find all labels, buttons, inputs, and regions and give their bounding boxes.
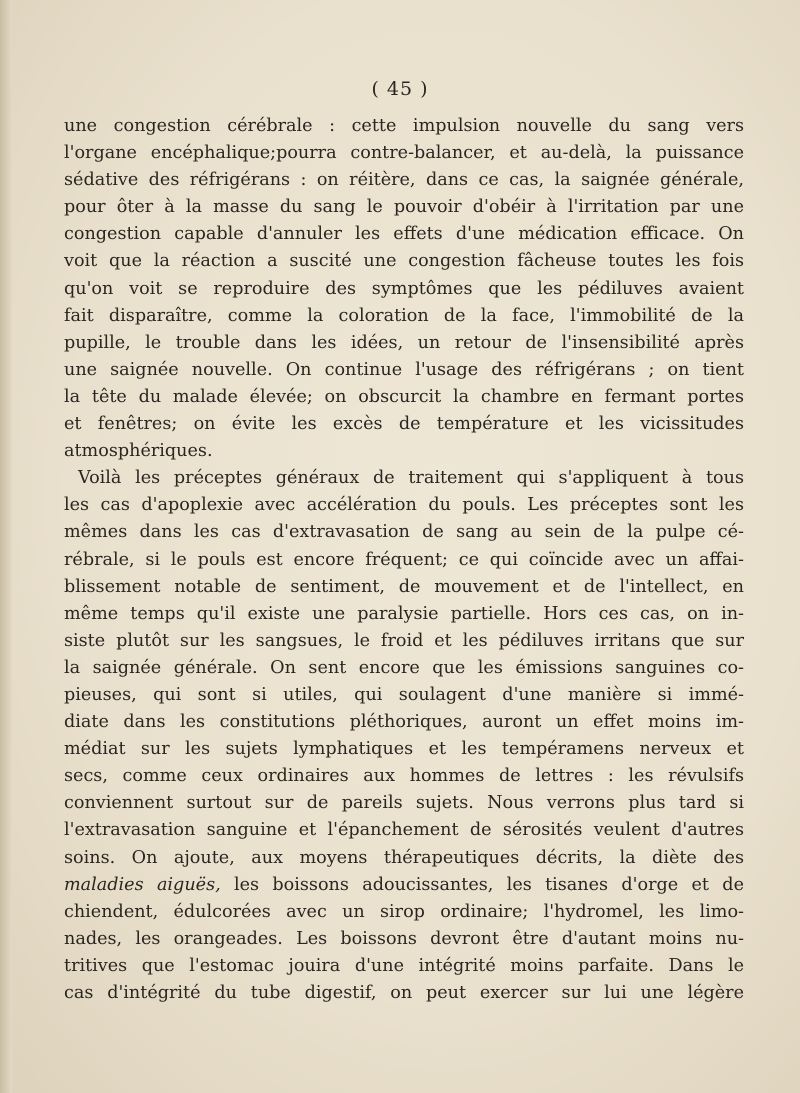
text-line: les cas d'apoplexie avec accélération du pouls. Les préceptes sont les bbox=[64, 495, 744, 516]
italic-phrase: maladies aiguës, bbox=[64, 874, 221, 895]
text-line: médiat sur les sujets lymphatiques et les tempéramens nerveux et bbox=[64, 739, 744, 760]
text-line: secs, comme ceux ordinaires aux hommes de lettres : les révulsifs bbox=[64, 766, 744, 787]
text-line: conviennent surtout sur de pareils sujets. Nous verrons plus tard si bbox=[64, 793, 744, 814]
text-line: la tête du malade élevée; on obscurcit la chambre en fermant portes bbox=[64, 386, 744, 407]
text-line: mêmes dans les cas d'extravasation de sang au sein de la pulpe cé- bbox=[64, 522, 744, 543]
text-line: siste plutôt sur les sangsues, le froid et les pédiluves irritans que sur bbox=[64, 630, 744, 651]
text-line: une saignée nouvelle. On continue l'usage des réfrigérans ; on tient bbox=[64, 359, 744, 380]
text-line: la saignée générale. On sent encore que les émissions sanguines co- bbox=[64, 657, 744, 678]
text-line: l'extravasation sanguine et l'épanchement de sérosités veulent d'autres bbox=[64, 820, 744, 841]
text-line: qu'on voit se reproduire des symptômes que les pédiluves avaient bbox=[64, 278, 744, 299]
text-line: pour ôter à la masse du sang le pouvoir d'obéir à l'irritation par une bbox=[64, 197, 744, 218]
text-line: voit que la réaction a suscité une congestion fâcheuse toutes les fois bbox=[64, 251, 744, 272]
text-line: et fenêtres; on évite les excès de température et les vicissitudes bbox=[64, 414, 744, 435]
body-text bbox=[64, 113, 744, 1007]
paragraph-start-line: Voilà les préceptes généraux de traitement qui s'appliquent à tous bbox=[78, 468, 744, 489]
text-line: cas d'intégrité du tube digestif, on peut exercer sur lui une légère bbox=[64, 983, 744, 1003]
page-number: ( 45 ) bbox=[371, 78, 429, 100]
text-line: rébrale, si le pouls est encore fréquent; ce qui coïncide avec un affai- bbox=[64, 549, 744, 570]
text-line: soins. On ajoute, aux moyens thérapeutiques décrits, la diète des bbox=[64, 847, 744, 868]
text-line: congestion capable d'annuler les effets d'une médication efficace. On bbox=[64, 224, 744, 245]
text-line: chiendent, édulcorées avec un sirop ordinaire; l'hydromel, les limo- bbox=[64, 901, 744, 922]
text-line-rest: les boissons adoucissantes, les tisanes d'orge et de bbox=[234, 874, 744, 895]
text-line: l'organe encéphalique;pourra contre-balancer, et au-delà, la puissance bbox=[64, 143, 744, 164]
page-edge-shadow bbox=[0, 0, 12, 1093]
text-line: diate dans les constitutions pléthoriques, auront un effet moins im- bbox=[64, 712, 744, 733]
text-line: sédative des réfrigérans : on réitère, dans ce cas, la saignée générale, bbox=[64, 170, 744, 191]
text-line: tritives que l'estomac jouira d'une intégrité moins parfaite. Dans le bbox=[64, 955, 744, 976]
paragraph-end-line: atmosphériques. bbox=[64, 441, 213, 462]
text-line: même temps qu'il existe une paralysie partielle. Hors ces cas, on in- bbox=[64, 603, 744, 624]
text-line: pupille, le trouble dans les idées, un retour de l'insensibilité après bbox=[64, 332, 744, 353]
text-line: nades, les orangeades. Les boissons devront être d'autant moins nu- bbox=[64, 928, 744, 949]
text-line: fait disparaître, comme la coloration de la face, l'immobilité de la bbox=[64, 305, 744, 326]
text-line: pieuses, qui sont si utiles, qui soulagent d'une manière si immé- bbox=[64, 684, 744, 705]
text-line: blissement notable de sentiment, de mouvement et de l'intellect, en bbox=[64, 576, 744, 597]
text-line-with-italic bbox=[64, 872, 744, 899]
text-line: une congestion cérébrale : cette impulsion nouvelle du sang vers bbox=[64, 116, 744, 136]
